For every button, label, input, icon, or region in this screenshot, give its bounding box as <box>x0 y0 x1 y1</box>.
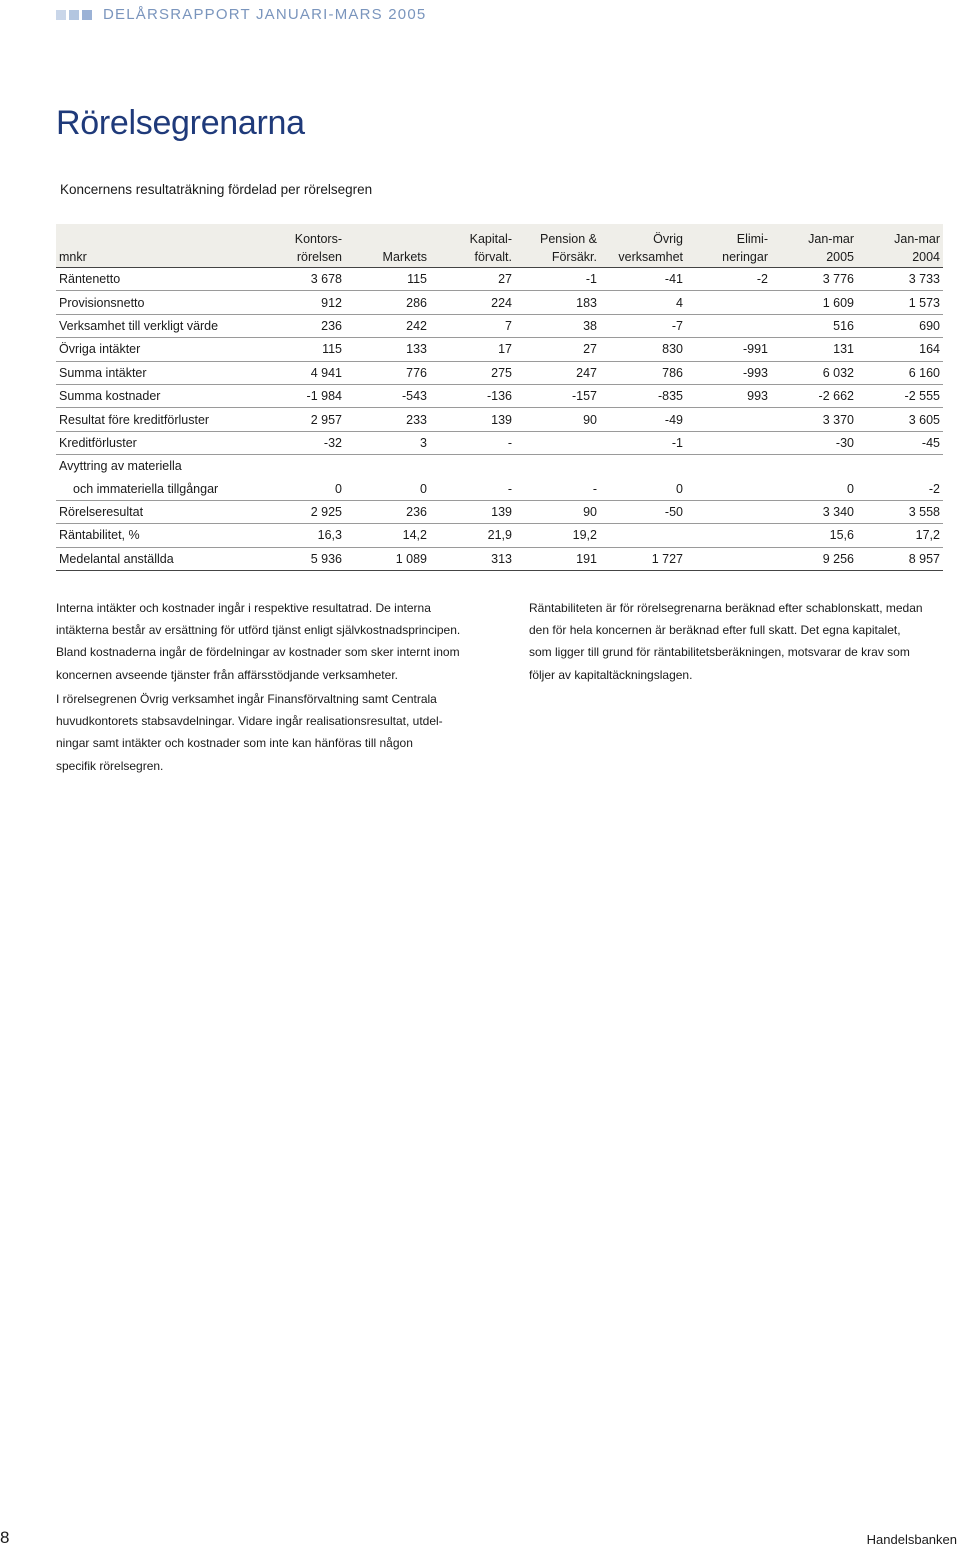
cell-value: 993 <box>686 384 771 407</box>
cell-value: -835 <box>600 384 686 407</box>
cell-value: 131 <box>771 338 857 361</box>
cell-value: verksamhet <box>600 246 686 268</box>
cell-value <box>686 524 771 547</box>
cell-value: 1 609 <box>771 291 857 314</box>
note-line: som ligger till grund för räntabilitetsberäkningen, motsvarar de krav som <box>529 645 910 660</box>
cell-value: neringar <box>686 246 771 268</box>
cell-value <box>515 431 600 454</box>
cell-value: - <box>430 478 515 501</box>
note-line: Interna intäkter och kostnader ingår i respektive resultatrad. De interna <box>56 601 431 615</box>
cell-value: -45 <box>857 431 943 454</box>
cell-value: 3 370 <box>771 408 857 431</box>
cell-value: 115 <box>345 268 430 291</box>
cell-value: 3 733 <box>857 268 943 291</box>
row-label: Resultat före kreditförluster <box>56 408 257 431</box>
note-line: huvudkontorets stabsavdelningar. Vidare ingår realisationsresultat, utdel- <box>56 714 443 729</box>
cell-value <box>430 455 515 478</box>
cell-value: 27 <box>430 268 515 291</box>
cell-value: 17,2 <box>857 524 943 547</box>
row-label: Verksamhet till verkligt värde <box>56 314 257 337</box>
cell-value: -1 <box>515 268 600 291</box>
cell-value: 1 727 <box>600 547 686 570</box>
cell-value: Jan-mar <box>857 224 943 246</box>
table-row <box>56 314 943 337</box>
cell-value: 191 <box>515 547 600 570</box>
cell-value: 224 <box>430 291 515 314</box>
row-label <box>56 224 257 246</box>
table-row <box>56 478 943 501</box>
cell-value: 1 573 <box>857 291 943 314</box>
cell-value: Kapital- <box>430 224 515 246</box>
cell-value <box>345 224 430 246</box>
cell-value: Elimi- <box>686 224 771 246</box>
table-header-row <box>56 224 943 246</box>
row-label: och immateriella tillgångar <box>56 478 257 501</box>
cell-value: 17 <box>430 338 515 361</box>
note-line: ningar samt intäkter och kostnader som inte kan hänföras till någon <box>56 736 413 751</box>
table-subtitle: Koncernens resultaträkning fördelad per rörelsegren <box>60 182 373 197</box>
cell-value <box>686 478 771 501</box>
cell-value: 183 <box>515 291 600 314</box>
cell-value: förvalt. <box>430 246 515 268</box>
cell-value: -41 <box>600 268 686 291</box>
cell-value: 3 776 <box>771 268 857 291</box>
page-number: 8 <box>0 1528 10 1547</box>
cell-value: -993 <box>686 361 771 384</box>
cell-value: -157 <box>515 384 600 407</box>
note-line: Räntabiliteten är för rörelsegrenarna beräknad efter schablonskatt, medan <box>529 601 923 615</box>
cell-value: 236 <box>257 314 345 337</box>
cell-value: -2 <box>686 268 771 291</box>
cell-value: 139 <box>430 408 515 431</box>
cell-value: - <box>515 478 600 501</box>
row-label: Räntenetto <box>56 268 257 291</box>
cell-value: 19,2 <box>515 524 600 547</box>
cell-value: 4 941 <box>257 361 345 384</box>
note-line: I rörelsegrenen Övrig verksamhet ingår Finansförvaltning samt Centrala <box>56 692 437 706</box>
cell-value <box>771 455 857 478</box>
cell-value <box>686 500 771 523</box>
cell-value <box>600 455 686 478</box>
cell-value: 516 <box>771 314 857 337</box>
cell-value: rörelsen <box>257 246 345 268</box>
cell-value <box>686 408 771 431</box>
cell-value: 242 <box>345 314 430 337</box>
row-label: Avyttring av materiella <box>59 459 182 474</box>
row-label: Summa kostnader <box>56 384 257 407</box>
cell-value: 133 <box>345 338 430 361</box>
cell-value: 9 256 <box>771 547 857 570</box>
page-header <box>56 6 426 23</box>
cell-value: -7 <box>600 314 686 337</box>
cell-value: -49 <box>600 408 686 431</box>
table-row <box>56 361 943 384</box>
header-square-1 <box>56 10 66 20</box>
cell-value: 6 160 <box>857 361 943 384</box>
table-row <box>56 431 943 454</box>
row-label: Rörelseresultat <box>56 500 257 523</box>
cell-value <box>857 455 943 478</box>
cell-value: 0 <box>600 478 686 501</box>
cell-value: 3 <box>345 431 430 454</box>
note-line: Bland kostnaderna ingår de fördelningar av kostnader som sker internt inom <box>56 645 460 660</box>
cell-value: 690 <box>857 314 943 337</box>
cell-value: -543 <box>345 384 430 407</box>
note-line: koncernen avseende tjänster från affärsstödjande verksamheter. <box>56 667 398 682</box>
cell-value: 2005 <box>771 246 857 268</box>
table-row <box>56 338 943 361</box>
table-row <box>56 455 943 478</box>
row-label: Övriga intäkter <box>56 338 257 361</box>
cell-value: -136 <box>430 384 515 407</box>
header-square-2 <box>69 10 79 20</box>
cell-value: 3 340 <box>771 500 857 523</box>
cell-value: 233 <box>345 408 430 431</box>
row-label: Räntabilitet, % <box>56 524 257 547</box>
cell-value: Pension & <box>515 224 600 246</box>
cell-value <box>686 431 771 454</box>
table-row <box>56 547 943 570</box>
cell-value: 0 <box>771 478 857 501</box>
table-row <box>56 524 943 547</box>
cell-value: 776 <box>345 361 430 384</box>
cell-value: 5 936 <box>257 547 345 570</box>
cell-value: 21,9 <box>430 524 515 547</box>
table-row <box>56 291 943 314</box>
cell-value <box>515 455 600 478</box>
segment-income-table <box>56 224 943 571</box>
notes-left-paragraph-2 <box>56 688 496 777</box>
cell-value: 275 <box>430 361 515 384</box>
row-label: Provisionsnetto <box>56 291 257 314</box>
report-header-title: DELÅRSRAPPORT JANUARI-MARS 2005 <box>103 6 427 23</box>
table-row <box>56 268 943 291</box>
cell-value: Jan-mar <box>771 224 857 246</box>
cell-value: -32 <box>257 431 345 454</box>
cell-value: 139 <box>430 500 515 523</box>
cell-value: 786 <box>600 361 686 384</box>
table-row <box>56 408 943 431</box>
cell-value: 912 <box>257 291 345 314</box>
cell-value: 90 <box>515 500 600 523</box>
cell-value: Markets <box>345 246 430 268</box>
cell-value: -1 <box>600 431 686 454</box>
cell-value: 313 <box>430 547 515 570</box>
cell-value: 4 <box>600 291 686 314</box>
cell-value: 38 <box>515 314 600 337</box>
note-line: följer av kapitaltäckningslagen. <box>529 667 693 682</box>
cell-value: 15,6 <box>771 524 857 547</box>
cell-value: 286 <box>345 291 430 314</box>
row-label: mnkr <box>56 246 257 268</box>
cell-value: -30 <box>771 431 857 454</box>
footer-brand: Handelsbanken <box>866 1532 957 1547</box>
cell-value: -2 555 <box>857 384 943 407</box>
cell-value: 7 <box>430 314 515 337</box>
cell-value <box>686 547 771 570</box>
cell-value: 3 605 <box>857 408 943 431</box>
page-title: Rörelsegrenarna <box>56 104 305 142</box>
cell-value <box>600 524 686 547</box>
cell-value: Övrig <box>600 224 686 246</box>
cell-value: 247 <box>515 361 600 384</box>
cell-value: 236 <box>345 500 430 523</box>
cell-value: -50 <box>600 500 686 523</box>
row-label: Kreditförluster <box>56 431 257 454</box>
cell-value: - <box>430 431 515 454</box>
cell-value: Försäkr. <box>515 246 600 268</box>
cell-value <box>345 455 430 478</box>
cell-value: 3 678 <box>257 268 345 291</box>
cell-value: 27 <box>515 338 600 361</box>
notes-right-paragraph <box>529 597 959 686</box>
note-line: den för hela koncernen är beräknad efter full skatt. Det egna kapitalet, <box>529 623 901 638</box>
cell-value <box>686 314 771 337</box>
cell-value: 164 <box>857 338 943 361</box>
cell-value: -2 662 <box>771 384 857 407</box>
row-label: Medelantal anställda <box>56 547 257 570</box>
cell-value <box>257 455 345 478</box>
cell-value <box>686 455 771 478</box>
table-header-row <box>56 246 943 268</box>
note-line: intäkterna består av ersättning för utförd tjänst enligt självkostnadsprincipen. <box>56 623 461 638</box>
cell-value: 2 925 <box>257 500 345 523</box>
cell-value: Kontors- <box>257 224 345 246</box>
row-label: Summa intäkter <box>56 361 257 384</box>
note-line: specifik rörelsegren. <box>56 758 164 773</box>
cell-value: 2 957 <box>257 408 345 431</box>
table-row <box>56 384 943 407</box>
cell-value: 1 089 <box>345 547 430 570</box>
cell-value <box>686 291 771 314</box>
cell-value: 830 <box>600 338 686 361</box>
cell-value: 2004 <box>857 246 943 268</box>
table-row <box>56 500 943 523</box>
header-square-3 <box>82 10 92 20</box>
cell-value: 115 <box>257 338 345 361</box>
cell-value: 90 <box>515 408 600 431</box>
cell-value: -991 <box>686 338 771 361</box>
cell-value: 14,2 <box>345 524 430 547</box>
cell-value: -1 984 <box>257 384 345 407</box>
cell-value: 16,3 <box>257 524 345 547</box>
cell-value: 3 558 <box>857 500 943 523</box>
notes-left-paragraph-1 <box>56 597 496 686</box>
cell-value: 0 <box>345 478 430 501</box>
cell-value: 0 <box>257 478 345 501</box>
cell-value: 6 032 <box>771 361 857 384</box>
cell-value: -2 <box>857 478 943 501</box>
cell-value: 8 957 <box>857 547 943 570</box>
